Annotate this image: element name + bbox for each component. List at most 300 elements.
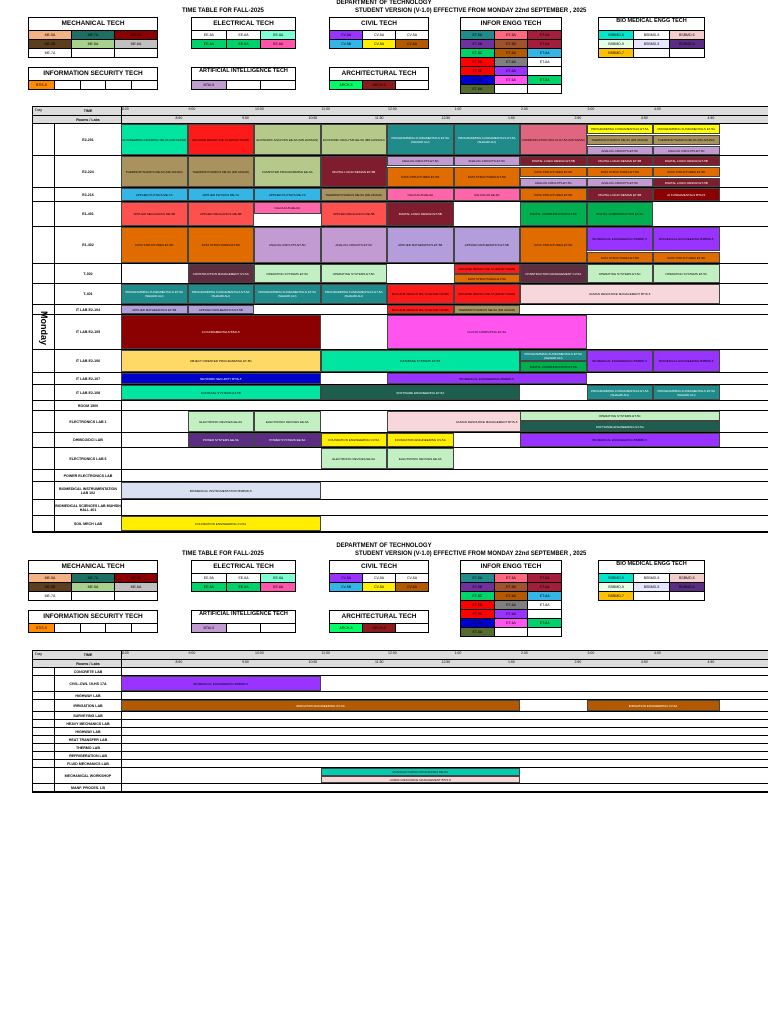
time-start: 1:00 — [454, 651, 462, 655]
room-row — [33, 470, 768, 482]
class-session[interactable]: DIGITAL COMMUNICATION ET-5A — [520, 202, 587, 226]
section-cell: ARCH-5 — [363, 624, 396, 632]
class-session[interactable]: FOUNDATION ENGINEERING CV-5A — [121, 516, 321, 531]
program-title: BIO MEDICAL ENGG TECH — [599, 18, 704, 31]
class-session[interactable]: OPERATING SYSTEMS ET-5C — [321, 264, 388, 283]
section-cell: ET-5A — [461, 619, 495, 627]
section-cell: ET-6A — [461, 85, 495, 93]
class-session[interactable]: BIOMEDICAL ENGINEERING BSBMD-5 — [587, 350, 654, 372]
room-label: SOIL MECH LAB — [55, 516, 122, 531]
section-cell: ME-9A — [115, 31, 157, 39]
room-row — [33, 448, 768, 470]
room-label: HIGHWAY LAB — [55, 728, 122, 735]
day-column — [33, 124, 55, 532]
class-session[interactable]: BIOMEDICAL ENGINEERING BSBMD-5 — [121, 676, 321, 691]
class-session[interactable]: DIGITAL LOGIC DESIGN ET-5B — [587, 156, 654, 166]
time-end: 12:50 — [441, 660, 451, 664]
class-session[interactable]: BIOMEDICAL ENGINEERING BSBMD-5 — [653, 227, 720, 251]
program-title: BIO MEDICAL ENGG TECH — [599, 561, 704, 574]
class-session[interactable]: ANALOG CIRCUITS ET-5C — [454, 156, 521, 166]
program-box — [28, 67, 158, 90]
class-session[interactable]: ECONOMIC ANALYSIS EE-5A (MR.HASSAN) — [254, 124, 321, 155]
room-row — [33, 284, 768, 305]
time-end: 10:50 — [308, 116, 318, 120]
class-session[interactable]: APPLIED MATHEMATICS ET-5B — [387, 227, 454, 263]
class-session[interactable]: HUMAN RESOURCE MANAGEMENT BTIS-5 — [387, 411, 587, 432]
program-title: ARTIFICIAL INTELLIGENCE TECH — [192, 611, 295, 624]
class-session[interactable]: DIGITAL LOGIC DESIGN ET-5B — [587, 188, 654, 201]
program-title: MECHANICAL TECH — [29, 18, 157, 31]
section-cell: BSBMD-5 — [599, 574, 634, 582]
section-cell: ET-6A — [461, 628, 495, 636]
class-session[interactable]: OBJECT ORIENTED PROGRAMMING ET-5D — [121, 350, 321, 372]
time-start: 3:00 — [587, 107, 595, 111]
class-session[interactable]: APPLIED PHYSICS ME-7A — [188, 188, 255, 201]
section-cell — [72, 49, 115, 57]
time-start: 8:00 — [122, 651, 129, 655]
day-label: Monday — [38, 310, 49, 346]
room-row — [33, 482, 768, 500]
program-box — [191, 17, 296, 49]
room-label: FLUID MECHANICS LAB — [55, 760, 122, 767]
section-cell: CV-6A — [396, 583, 428, 591]
time-end: 4:50 — [707, 116, 715, 120]
room-row — [33, 768, 768, 784]
room-row — [33, 692, 768, 700]
room-row — [33, 401, 768, 411]
section-cell: BTIS-5 — [29, 81, 55, 89]
program-title: CIVIL TECH — [330, 561, 428, 574]
class-session[interactable]: BIOMEDICAL ENGINEERING BSBMD-5 — [653, 350, 720, 372]
program-box — [191, 67, 296, 90]
section-cell: ET-5C — [461, 592, 495, 600]
time-label: TIME — [55, 651, 122, 659]
time-start: 4:00 — [654, 651, 661, 655]
department-title-2: DEPARTMENT OF TECHNOLOGY — [336, 543, 432, 549]
class-session[interactable]: COMMUNICATION SKILLS ET-5A (MS.SAIMA) — [520, 124, 587, 155]
class-session[interactable]: DATA STRUCTURES ET-5D — [587, 167, 654, 177]
room-label: BIOMEDICAL INSTRUMENTATION LAB 102 — [55, 482, 122, 499]
section-cell: CV-5A — [363, 583, 396, 591]
section-cell — [670, 592, 704, 600]
class-session[interactable]: THERMODYNAMICS ME-5A (DR.AMJAD) — [653, 135, 720, 145]
class-session[interactable]: OPERATING SYSTEMS ET-5C — [587, 264, 654, 283]
room-label: T-302 — [55, 264, 122, 283]
section-cell: EE-6A — [227, 40, 262, 48]
class-session[interactable]: APPLIED MATHEMATICS ET-5B — [454, 227, 521, 263]
section-cell — [55, 81, 81, 89]
class-session[interactable]: CALCULUS EE-6A — [254, 202, 321, 214]
section-cell: ET-6A — [495, 610, 529, 618]
room-label: IT LAB E2-108 — [55, 385, 122, 400]
section-cell: BSBMD-5 — [599, 583, 634, 591]
section-cell — [72, 592, 115, 600]
room-row — [33, 728, 768, 736]
section-cell: BSBMD-5 — [599, 31, 634, 39]
section-cell — [115, 592, 157, 600]
time-end: 2:50 — [574, 660, 582, 664]
time-start: 11:00 — [321, 651, 330, 655]
class-session[interactable]: DATA STRUCTURES ET-5D — [520, 227, 587, 263]
section-cell: ME-6A — [115, 40, 157, 48]
section-cell: ME-5A — [29, 574, 72, 582]
section-cell: CV-5A — [396, 31, 428, 39]
room-row — [33, 305, 768, 315]
room-label: E2-216 — [55, 188, 122, 201]
section-cell: ME-9A — [115, 574, 157, 582]
section-cell: BTAI-5 — [192, 624, 227, 632]
section-cell — [132, 81, 157, 89]
section-cell: ARCH-5 — [330, 624, 363, 632]
rooms-label: Rooms / Labs — [55, 660, 122, 667]
class-session[interactable]: COMPUTER PROGRAMMING EE-6A — [254, 156, 321, 187]
section-cell — [634, 592, 669, 600]
program-title: ELECTRICAL TECH — [192, 18, 295, 31]
class-session[interactable]: ELECTRONIC DEVICES EE-6A — [188, 411, 255, 432]
class-session[interactable]: PROGRAMMING FUNDAMENTALS ET-5A (SHAHID ALI) — [520, 350, 587, 361]
section-cell: BSBMD-7 — [599, 592, 634, 600]
section-cell: ET-5E — [461, 67, 495, 75]
time-start: 1:00 — [454, 107, 462, 111]
class-session[interactable]: ANALOG CIRCUITS ET-5C — [254, 227, 321, 263]
section-cell — [528, 610, 561, 618]
section-cell: ME-5B — [29, 583, 72, 591]
class-session[interactable]: POWER SYSTEMS EE-5A — [188, 433, 255, 447]
room-row — [33, 760, 768, 768]
class-session[interactable]: APPLIED MECHANICS ME-5B — [121, 202, 188, 226]
section-cell: BTAI-5 — [192, 81, 227, 89]
section-cell: ET-6A — [495, 58, 529, 66]
time-end: 9:50 — [242, 116, 249, 120]
class-session[interactable]: BIOMEDICAL ENGINEERING BSBMD-5 — [587, 227, 654, 251]
class-session[interactable]: ANALOG CIRCUITS ET-5C — [587, 146, 654, 155]
class-session[interactable]: OPERATING SYSTEMS ET-5C — [520, 411, 720, 421]
department-title: DEPARTMENT OF TECHNOLOGY — [336, 0, 432, 6]
room-label: CIVIL-CWL 19-HS 17A — [55, 676, 122, 691]
timetable-grid-labs — [32, 650, 768, 793]
class-session[interactable]: APPLIED PHYSICS ME-7A — [254, 188, 321, 201]
program-box — [329, 17, 429, 49]
section-cell: ME-7A — [29, 592, 72, 600]
class-session[interactable]: HUMAN RESOURCE MANAGEMENT BTIS-5 — [520, 284, 720, 304]
class-session[interactable]: IRRIGATION ENGINEERING CV-6A — [587, 700, 720, 711]
section-cell — [132, 624, 157, 632]
room-label: MANF. PROCES. LB — [55, 784, 122, 791]
day-header: Day — [35, 651, 43, 656]
class-session[interactable]: PROGRAMMING FUNDAMENTALS ET-5A — [653, 124, 720, 134]
section-cell: ET-6A — [528, 619, 561, 627]
program-box — [598, 17, 705, 58]
section-cell: EE-6A — [227, 583, 262, 591]
rooms-label: Rooms / Labs — [55, 116, 122, 123]
section-cell: BSBMD-5 — [634, 583, 669, 591]
room-label: SURVEYING LAB — [55, 712, 122, 719]
class-session[interactable]: OPERATING SYSTEMS ET-5C — [653, 264, 720, 283]
class-session[interactable]: APPLIED MATHEMATICS ET-5B — [121, 305, 188, 314]
class-session[interactable]: MANUFACTURING PROCESSES ME-5A — [321, 768, 521, 776]
program-title: INFOR ENGG TECH — [461, 561, 561, 574]
time-start: 9:00 — [188, 107, 196, 111]
class-session[interactable]: MACHINE DESIGN ME-7A (ENGR.TAHIR) — [387, 305, 454, 314]
section-cell: BSBMD-5 — [670, 31, 704, 39]
time-end: 4:50 — [707, 660, 715, 664]
section-cell: ME-5A — [72, 40, 115, 48]
time-end: 3:50 — [641, 116, 648, 120]
class-session[interactable]: THERMODYNAMICS ME-5A (DR.AMJAD) — [454, 305, 521, 314]
class-session[interactable]: MACHINE DESIGN ME-7A (ENGR.TAHIR) — [454, 284, 521, 304]
program-box — [329, 610, 429, 633]
section-cell: EE-6A — [261, 583, 295, 591]
class-session[interactable]: IRRIGATION ENGINEERING CV-6A — [121, 700, 520, 711]
section-cell: BSBMD-5 — [599, 40, 634, 48]
class-session[interactable]: PROGRAMMING FUNDAMENTALS ET-5A (SHAHID ALI) — [121, 284, 188, 304]
section-cell — [227, 81, 262, 89]
room-row — [33, 500, 768, 516]
class-session[interactable]: ELECTRONIC DEVICES EE-6A — [254, 411, 321, 432]
time-end: 11:50 — [375, 116, 384, 120]
class-session[interactable]: DATA STRUCTURES ET-5D — [587, 252, 654, 263]
time-end: 11:50 — [375, 660, 384, 664]
time-end: 8:50 — [175, 660, 183, 664]
time-label: TIME — [55, 107, 122, 115]
section-cell: ET-6A — [528, 58, 561, 66]
class-session[interactable]: THERMODYNAMICS ME-5A (DR.AMJAD) — [188, 156, 255, 187]
section-cell — [106, 624, 132, 632]
class-session[interactable]: ANALOG CIRCUITS ET-5C — [387, 156, 454, 166]
class-session[interactable]: CALCULUS EE-6A — [454, 188, 521, 201]
version-title-2: STUDENT VERSION (V-1.0) EFFECTIVE FROM MONDAY 22nd SEPTEMBER , 2025 — [355, 551, 587, 557]
room-label: CONCRETE LAB — [55, 668, 122, 675]
class-session[interactable]: NETWORK SECURITY BTIS-5 — [121, 373, 321, 384]
class-session[interactable]: ANALOG CIRCUITS ET-5C — [587, 178, 654, 187]
class-session[interactable]: FOUNDATION ENGINEERING CV-5A — [387, 433, 454, 447]
room-label: BIOMEDICAL SCIENCES LAB MUHSIN HALL 401 — [55, 500, 122, 515]
section-cell: CV-5B — [330, 583, 363, 591]
section-cell: ME-6A — [115, 583, 157, 591]
class-session[interactable]: DIGITAL LOGIC DESIGN ET-5B — [520, 156, 587, 166]
time-end: 9:50 — [242, 660, 249, 664]
room-label: HEAT TRANSFER LAB — [55, 736, 122, 743]
class-session[interactable]: PROGRAMMING FUNDAMENTALS ET-5A (SHAHID ALI) — [254, 284, 321, 304]
room-row — [33, 227, 768, 264]
class-session[interactable]: DIGITAL COMMUNICATION ET-5A — [587, 202, 654, 226]
time-end: 3:50 — [641, 660, 648, 664]
section-cell: ET-6A — [495, 601, 529, 609]
class-session[interactable]: AI FUNDAMENTALS BTAI-5 — [653, 188, 720, 201]
section-cell: EE-6A — [261, 574, 295, 582]
program-box — [460, 17, 562, 94]
section-cell: ET-6A — [528, 76, 561, 84]
room-label: DHIBCO/DCI LAB — [55, 433, 122, 447]
class-session[interactable]: APPLIED MATHEMATICS ET-5B — [188, 305, 255, 314]
time-start: 8:00 — [122, 107, 129, 111]
class-session[interactable]: SOFTWARE ENGINEERING ET-5A — [321, 385, 521, 400]
room-label: IT LAB E2-105 — [55, 315, 122, 349]
section-cell: ET-6A — [495, 67, 529, 75]
room-label: IRRIGATION LAB — [55, 700, 122, 711]
program-box — [598, 560, 705, 601]
section-cell: BTIS-5 — [29, 624, 55, 632]
section-cell: BSBMD-5 — [634, 574, 669, 582]
class-session[interactable]: PROGRAMMING FUNDAMENTALS ET-5A — [587, 124, 654, 134]
program-box — [191, 610, 296, 633]
section-cell — [634, 49, 669, 57]
time-start: 11:00 — [321, 107, 330, 111]
class-session[interactable]: DATA STRUCTURES ET-5D — [121, 227, 188, 263]
section-cell — [81, 624, 107, 632]
section-cell — [261, 81, 295, 89]
class-session[interactable]: HUMAN RESOURCE MANAGEMENT BTIS-5 — [321, 776, 521, 783]
class-session[interactable]: CALCULUS EE-6A — [387, 188, 454, 201]
class-session[interactable]: APPLIED MECHANICS ME-5B — [321, 202, 388, 226]
class-session[interactable]: THERMODYNAMICS ME-5A (DR.AMJAD) — [587, 135, 654, 145]
class-session[interactable]: PROGRAMMING FUNDAMENTALS ET-5A (SHAHID ALI) — [454, 124, 521, 155]
time-start: 9:00 — [188, 651, 196, 655]
class-session[interactable]: MACHINE DESIGN ME-7A (ENGR.TAHIR) — [387, 284, 454, 304]
class-session[interactable]: PROGRAMMING FUNDAMENTALS ET-5A (SHAHID ALI) — [653, 385, 720, 400]
class-session[interactable]: DATABASE SYSTEMS ET-5B — [121, 385, 321, 400]
class-session[interactable]: ENGINEERING DRAWING ME-5A (DR.NAZIM) — [121, 124, 188, 155]
room-row — [33, 516, 768, 532]
day-column — [33, 668, 55, 792]
time-start: 12:00 — [388, 651, 397, 655]
section-cell: ET-6A — [528, 40, 561, 48]
section-cell: ME-7A — [72, 31, 115, 39]
section-cell: ME-7A — [72, 574, 115, 582]
time-end: 1:50 — [508, 660, 515, 664]
room-row — [33, 156, 768, 188]
program-title: INFOR ENGG TECH — [461, 18, 561, 31]
class-session[interactable]: DIGITAL LOGIC DESIGN ET-5B — [653, 156, 720, 166]
section-cell — [528, 85, 561, 93]
section-cell: BSBMD-7 — [599, 49, 634, 57]
room-row — [33, 668, 768, 676]
class-session[interactable]: CONSTRUCTION MANAGEMENT CV-5A — [188, 264, 255, 283]
class-session[interactable]: OPERATING SYSTEMS ET-5C — [254, 264, 321, 283]
class-session[interactable]: FOUNDATION ENGINEERING CV-5A — [321, 433, 388, 447]
timetable-grid-monday — [32, 106, 768, 533]
grid-header-time — [33, 107, 768, 116]
class-session[interactable]: DATA STRUCTURES ET-5D — [653, 167, 720, 177]
class-session[interactable]: APPLIED MECHANICS ME-5B — [188, 202, 255, 226]
class-session[interactable]: DIGITAL LOGIC DESIGN ET-5B — [387, 202, 454, 226]
room-row — [33, 188, 768, 202]
section-cell: ET-6A — [528, 49, 561, 57]
section-cell — [115, 49, 157, 57]
class-session[interactable]: POWER SYSTEMS EE-5A — [254, 433, 321, 447]
class-session[interactable]: DATA STRUCTURES ET-5D — [454, 167, 521, 187]
room-row — [33, 433, 768, 448]
time-end: 8:50 — [175, 116, 183, 120]
class-session[interactable]: DIGITAL LOGIC DESIGN ET-5B — [653, 178, 720, 187]
class-session[interactable]: THERMODYNAMICS ME-5A (DR.AMJAD) — [121, 156, 188, 187]
class-session[interactable]: ELECTRONIC DEVICES EE-6A — [387, 448, 454, 469]
section-cell: ET-6A — [495, 619, 529, 627]
grid-header-time — [33, 651, 768, 660]
program-box — [28, 560, 158, 601]
section-cell: CV-5A — [363, 31, 396, 39]
section-cell: ET-5A — [461, 31, 495, 39]
class-session[interactable]: AI FUNDAMENTALS BTAI-5 — [121, 315, 321, 349]
class-session[interactable]: ANALOG CIRCUITS ET-5C — [321, 227, 388, 263]
class-session[interactable]: DATA STRUCTURES ET-5D — [387, 167, 454, 187]
class-session[interactable]: DATA STRUCTURES ET-5D — [653, 252, 720, 263]
class-session[interactable]: CLOUD COMPUTING ET-6A — [387, 315, 587, 349]
room-label: IT LAB E2-106 — [55, 350, 122, 372]
timetable-title: TIME TABLE FOR FALL-2025 — [182, 8, 264, 14]
section-cell — [495, 628, 529, 636]
class-session[interactable]: DIGITAL COMMUNICATION ET-5A — [520, 361, 587, 372]
section-cell: ME-5A — [72, 583, 115, 591]
section-cell: ET-5D — [461, 58, 495, 66]
room-label: ELECTRONICS LAB 6 — [55, 448, 122, 469]
section-cell: EE-6A — [261, 31, 295, 39]
class-session[interactable]: MACHINE DESIGN ME-7A (ENGR.TAHIR) — [454, 264, 521, 274]
class-session[interactable]: DATA STRUCTURES ET-5D — [188, 227, 255, 263]
class-session[interactable]: ANALOG CIRCUITS ET-5C — [520, 178, 587, 187]
class-session[interactable]: DIGITAL LOGIC DESIGN ET-5B — [321, 156, 388, 187]
section-cell — [81, 81, 107, 89]
class-session[interactable]: DATA STRUCTURES ET-5D — [454, 274, 521, 283]
section-cell: CV-6A — [396, 40, 428, 48]
class-session[interactable]: ELECTRONIC DEVICES EE-6A — [321, 448, 388, 469]
program-box — [329, 560, 429, 592]
room-row — [33, 784, 768, 792]
program-box — [28, 610, 158, 633]
class-session[interactable]: DATA STRUCTURES ET-5D — [520, 188, 587, 201]
room-label: MECHANICAL WORKSHOP — [55, 768, 122, 783]
section-cell — [396, 81, 428, 89]
room-row — [33, 752, 768, 760]
time-start: 10:00 — [255, 107, 264, 111]
class-session[interactable]: ECONOMIC ANALYSIS EE-5A (MR.HASSAN) — [321, 124, 388, 155]
section-cell: CV-5A — [330, 574, 363, 582]
class-session[interactable]: DATABASE SYSTEMS ET-5B — [321, 350, 521, 372]
class-session[interactable]: PROGRAMMING FUNDAMENTALS ET-5A (SHAHID ALI) — [321, 284, 388, 304]
section-cell: ME-5B — [29, 40, 72, 48]
class-session[interactable]: CONSTRUCTION MANAGEMENT CV-5A — [520, 264, 587, 283]
room-row — [33, 700, 768, 712]
section-cell: ET-5B — [495, 40, 529, 48]
section-cell: ET-5A — [528, 574, 561, 582]
class-session[interactable]: PROGRAMMING FUNDAMENTALS ET-5A (SHAHID ALI) — [188, 284, 255, 304]
class-session[interactable]: BIOMEDICAL INSTRUMENTATION BSBMD-5 — [121, 482, 321, 499]
class-session[interactable]: DATA STRUCTURES ET-5D — [520, 167, 587, 177]
section-cell: EE-6A — [192, 583, 227, 591]
time-start: 10:00 — [255, 651, 264, 655]
section-cell: ME-7A — [29, 49, 72, 57]
class-session[interactable]: SOFTWARE ENGINEERING ET-5A — [520, 421, 720, 432]
program-title: MECHANICAL TECH — [29, 561, 157, 574]
section-cell: ME-5A — [29, 31, 72, 39]
day-header: Day — [35, 107, 43, 112]
class-session[interactable]: PROGRAMMING FUNDAMENTALS ET-5A (SHAHID ALI) — [387, 124, 454, 155]
program-title: ARTIFICIAL INTELLIGENCE TECH — [192, 68, 295, 81]
class-session[interactable]: PROGRAMMING FUNDAMENTALS ET-5A (SHAHID ALI) — [587, 385, 654, 400]
program-box — [191, 560, 296, 592]
class-session[interactable]: ANALOG CIRCUITS ET-5C — [653, 146, 720, 155]
room-row — [33, 350, 768, 373]
class-session[interactable]: BIOMEDICAL ENGINEERING BSBMD-5 — [520, 433, 720, 447]
time-start: 12:00 — [388, 107, 397, 111]
class-session[interactable]: THERMODYNAMICS ME-5A (DR.AMJAD) — [321, 188, 388, 201]
class-session[interactable]: APPLIED PHYSICS ME-7A — [121, 188, 188, 201]
class-session[interactable]: BIOMEDICAL ENGINEERING BSBMD-5 — [387, 373, 587, 384]
program-box — [329, 67, 429, 90]
time-start: 2:00 — [521, 107, 528, 111]
class-session[interactable]: MACHINE DESIGN ME-7A (ENGR.TAHIR) — [188, 124, 255, 155]
room-label: E1-401 — [55, 202, 122, 226]
